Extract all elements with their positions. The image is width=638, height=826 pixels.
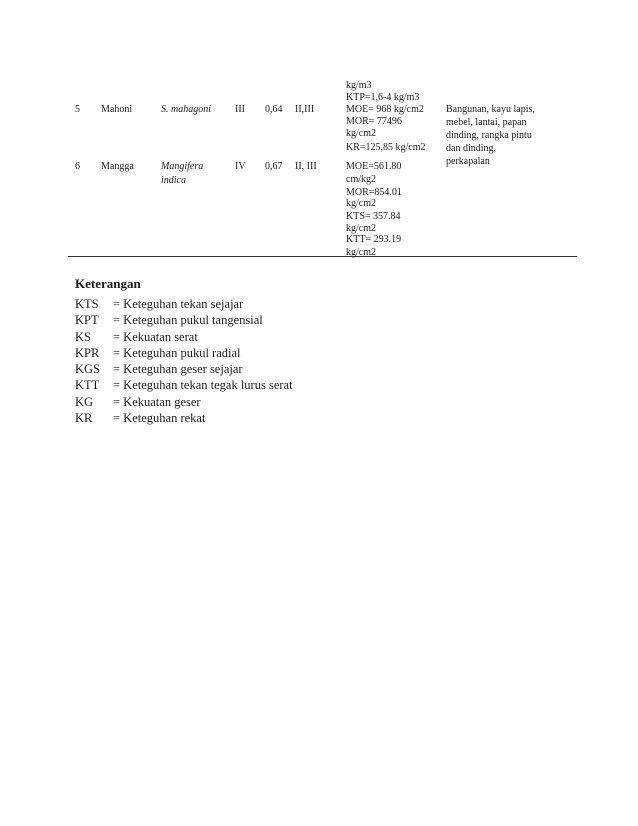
property-line: kg/cm2 (346, 128, 376, 139)
legend-definition: = Keteguhan pukul radial (113, 345, 241, 360)
property-line: kg/cm2 (346, 223, 376, 234)
durability-class: III (235, 104, 245, 115)
legend-abbr: KG (75, 394, 94, 409)
row-number: 5 (75, 104, 80, 115)
legend-list (75, 296, 293, 426)
usage-line: Bangunan, kayu lapis, (446, 104, 535, 115)
legend-definition: = Keteguhan tekan tegak lurus serat (113, 378, 293, 393)
property-line: MOE=561.80 (346, 161, 402, 172)
strength-class: II,III (295, 104, 315, 115)
table-bottom-rule (68, 256, 577, 257)
legend-definition: = Keteguhan pukul tangensial (113, 313, 263, 328)
legend-definition: = Keteguhan tekan sejajar (113, 297, 244, 311)
list-item (75, 361, 293, 377)
legend-definition: = Kekuatan geser (113, 394, 201, 409)
specific-gravity: 0,67 (265, 161, 283, 172)
list-item (75, 377, 293, 393)
specific-gravity: 0,64 (265, 104, 283, 115)
row-number: 6 (75, 161, 80, 172)
usage-line: dinding, rangka pintu (446, 130, 532, 141)
legend-definition: = Keteguhan geser sejajar (113, 362, 243, 377)
property-line: KTP=1,6-4 kg/m3 (346, 92, 420, 103)
wood-name: Mangga (101, 161, 134, 172)
durability-class: IV (235, 161, 246, 172)
usage-line: perkapalan (446, 156, 490, 167)
usage-line: dan dinding, (446, 143, 496, 154)
legend-abbr: KGS (75, 362, 101, 377)
legend-title: Keterangan (75, 276, 141, 291)
legend-abbr: KR (75, 411, 93, 426)
latin-name: indica (161, 175, 186, 186)
property-line: cm/kg2 (346, 174, 376, 185)
list-item (75, 329, 293, 345)
legend-definition: = Kekuatan serat (113, 329, 198, 344)
property-line: kg/cm2 (346, 247, 376, 258)
list-item (75, 312, 293, 328)
list-item (75, 296, 293, 312)
legend-abbr: KPR (75, 345, 100, 360)
list-item (75, 410, 293, 426)
latin-name: S. mahagoni (161, 104, 211, 115)
usage-line: mebel, lantai, papan (446, 117, 527, 128)
carryover-prop-line: kg/m3 (346, 80, 372, 91)
legend-abbr: KS (75, 329, 91, 344)
wood-name: Mahoni (101, 104, 133, 115)
legend-abbr: KPT (75, 313, 99, 328)
property-line: KTT= 293.19 (346, 234, 402, 245)
legend-abbr: KTS (75, 297, 99, 311)
latin-name: Mangifera (161, 161, 204, 172)
property-line: MOR=854.01 (346, 187, 402, 198)
list-item (75, 394, 293, 410)
property-line: KTS= 357.84 (346, 211, 401, 222)
legend-definition: = Keteguhan rekat (113, 411, 206, 426)
legend-abbr: KTT (75, 378, 100, 393)
property-line: MOE= 968 kg/cm2 (346, 104, 424, 115)
list-item (75, 345, 293, 361)
property-line: kg/cm2 (346, 198, 376, 209)
strength-class: II, III (295, 161, 317, 172)
property-line: MOR= 77496 (346, 116, 402, 127)
property-line: KR=125,85 kg/cm2 (346, 142, 426, 153)
